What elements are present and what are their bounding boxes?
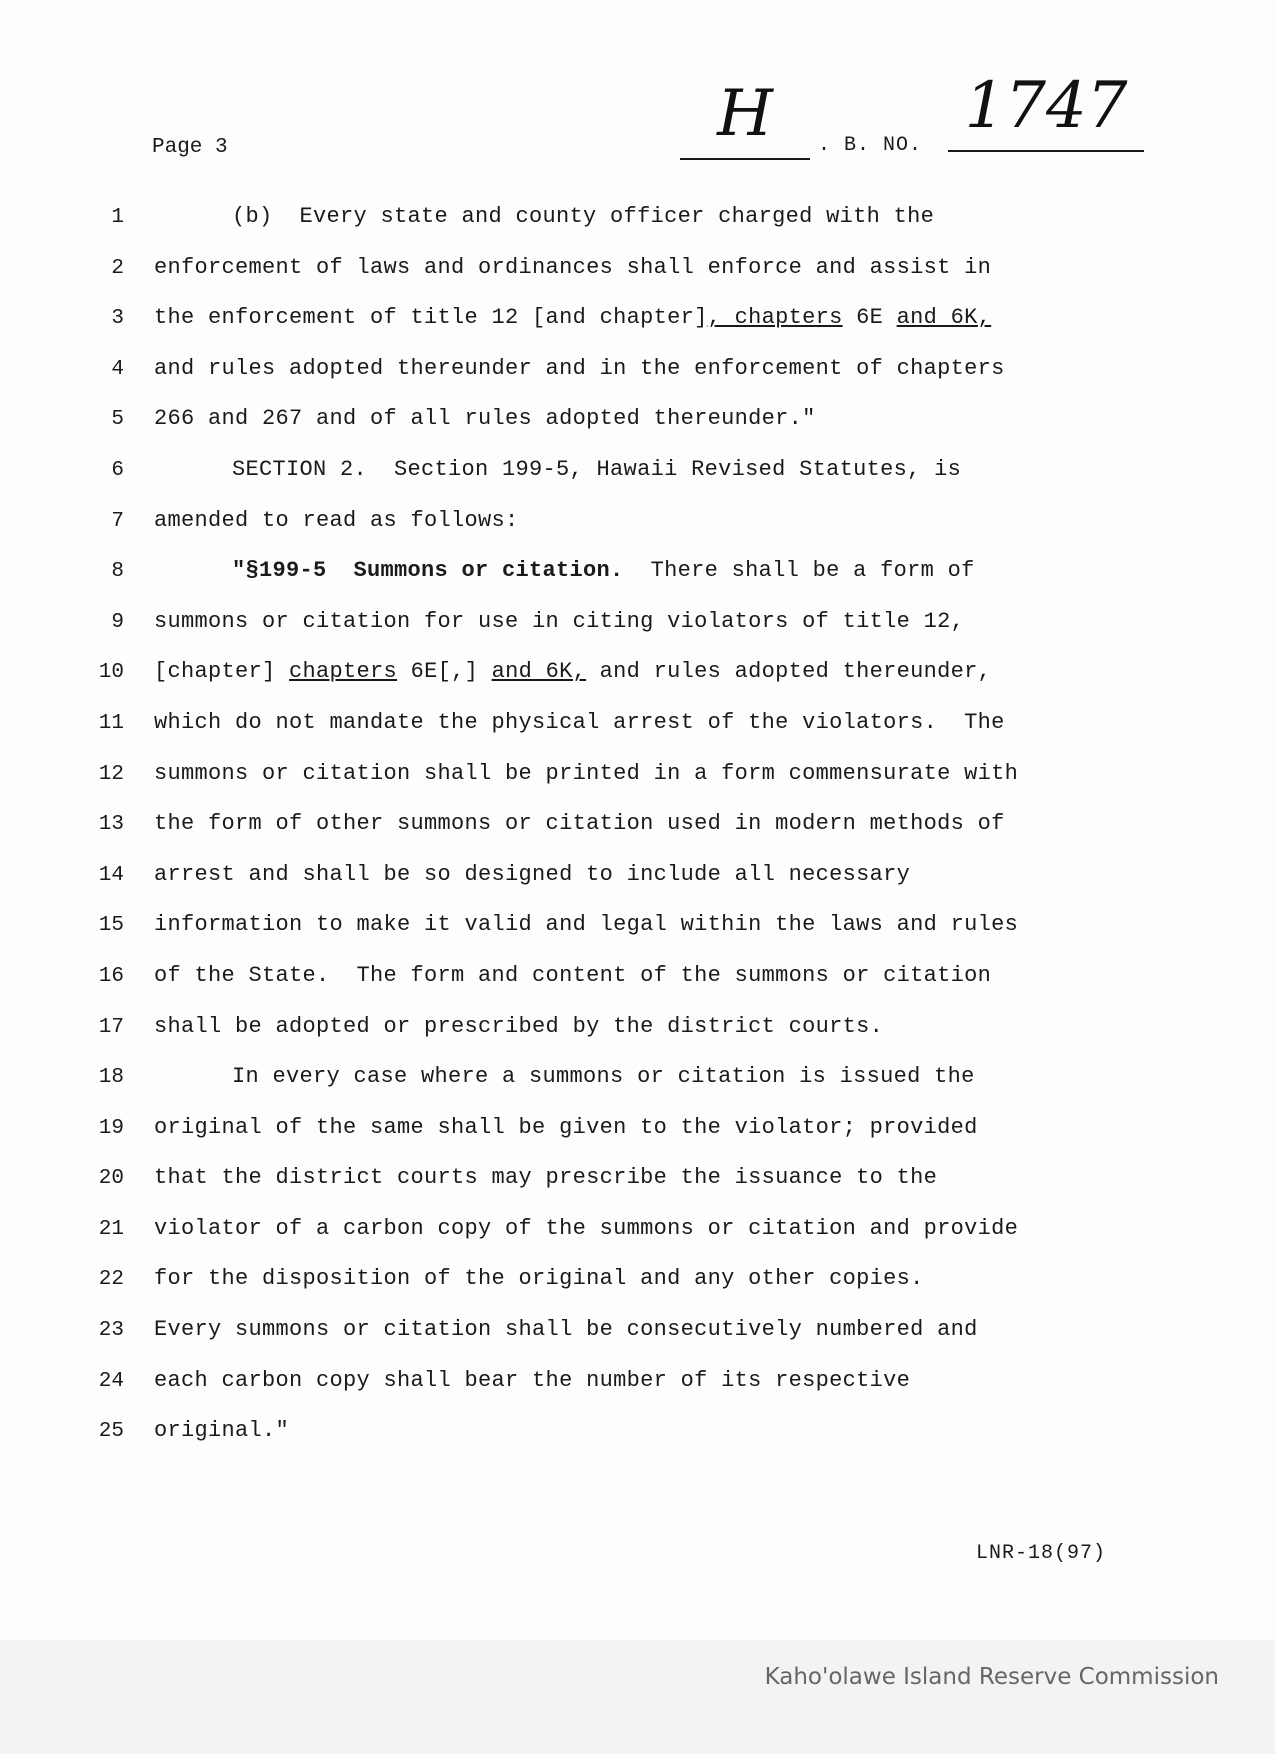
text-segment: each carbon copy shall bear the number of its respective [154, 1367, 911, 1393]
line-text [232, 457, 961, 482]
line-number: 15 [98, 914, 124, 938]
text-line [0, 398, 1275, 449]
text-segment: In every case where a summons or citation is issued the [232, 1064, 975, 1090]
text-segment: information to make it valid and legal within the laws and rules [154, 912, 1019, 938]
line-number: 24 [98, 1369, 124, 1393]
text-segment: 6E[,] [397, 659, 492, 685]
text-line [0, 1157, 1275, 1208]
text-segment: violator of a carbon copy of the summons or citation and provide [154, 1215, 1019, 1241]
inserted-text: and 6K, [491, 659, 587, 685]
line-text [154, 255, 991, 280]
line-text [154, 659, 991, 684]
text-segment: summons or citation shall be printed in a form commensurate with [154, 760, 1019, 786]
line-number: 1 [111, 206, 124, 229]
line-text [154, 508, 519, 533]
text-segment: for the disposition of the original and any other copies. [154, 1266, 924, 1292]
section-heading-text: "§199-5 Summons or citation. [232, 558, 624, 584]
line-text [154, 1317, 978, 1342]
bill-number-handwritten [948, 62, 1144, 152]
text-line [0, 601, 1275, 652]
line-number: 8 [111, 560, 124, 584]
line-number: 3 [111, 307, 124, 331]
page-label: Page 3 [152, 136, 228, 159]
text-segment: arrest and shall be so designed to include all necessary [154, 861, 911, 887]
line-number: 18 [98, 1066, 124, 1090]
line-number: 19 [98, 1116, 124, 1140]
text-segment: (b) Every state and county officer charged with the [232, 204, 935, 229]
line-text [154, 406, 816, 431]
line-text [154, 862, 910, 887]
text-line [0, 651, 1275, 702]
line-number: 23 [98, 1319, 124, 1343]
line-number: 22 [98, 1268, 124, 1292]
text-line [0, 803, 1275, 854]
text-segment: that the district courts may prescribe the issuance to the [154, 1165, 938, 1191]
line-number: 17 [98, 1015, 124, 1039]
bill-number-label: . B. NO. [818, 134, 923, 157]
text-line [0, 196, 1275, 247]
line-number: 7 [111, 509, 124, 533]
line-number: 4 [111, 357, 124, 381]
text-line [0, 1410, 1275, 1461]
text-line [0, 297, 1275, 348]
text-line [0, 1208, 1275, 1259]
line-number: 21 [98, 1217, 124, 1241]
text-line [0, 955, 1275, 1006]
text-segment: shall be adopted or prescribed by the district courts. [154, 1013, 884, 1039]
line-number: 25 [98, 1420, 124, 1444]
line-number: 9 [111, 610, 124, 634]
line-text [154, 305, 991, 330]
line-number: 16 [98, 964, 124, 988]
form-code: LNR-18(97) [976, 1542, 1107, 1565]
line-text [154, 1165, 937, 1190]
line-number: 2 [111, 256, 124, 280]
inserted-text: , chapters [707, 305, 843, 331]
inserted-text: and 6K, [896, 305, 992, 331]
numbered-text-body [0, 196, 1275, 1461]
bill-type-handwritten [680, 70, 810, 160]
text-segment: and rules adopted thereunder, [586, 659, 992, 685]
text-line [0, 854, 1275, 905]
inserted-text: chapters [289, 659, 398, 685]
text-segment: enforcement of laws and ordinances shall enforce and assist in [154, 254, 992, 280]
text-segment: original." [154, 1418, 290, 1444]
line-text [154, 963, 991, 988]
text-segment: [chapter] [154, 659, 290, 685]
line-number: 13 [98, 813, 124, 837]
text-line [0, 449, 1275, 500]
text-segment: SECTION 2. Section 199-5, Hawaii Revised Statutes, is [232, 456, 962, 482]
text-line [0, 904, 1275, 955]
text-segment: of the State. The form and content of the summons or citation [154, 962, 992, 988]
text-line [0, 500, 1275, 551]
text-line [0, 1006, 1275, 1057]
line-text [154, 356, 1005, 381]
text-segment: and rules adopted thereunder and in the enforcement of chapters [154, 355, 1005, 381]
line-number: 12 [98, 762, 124, 786]
text-segment: amended to read as follows: [154, 507, 519, 533]
line-text [232, 204, 934, 229]
bill-number-text: 1747 [964, 69, 1128, 143]
text-segment: the enforcement of title 12 [and chapter] [154, 305, 708, 331]
text-line [0, 753, 1275, 804]
line-number: 11 [98, 711, 124, 735]
text-line [0, 1258, 1275, 1309]
text-line [0, 1107, 1275, 1158]
line-number: 5 [111, 408, 124, 432]
line-text [154, 912, 1018, 937]
line-text [232, 1064, 975, 1089]
text-line [0, 247, 1275, 298]
line-text [154, 1216, 1018, 1241]
text-segment: There shall be a form of [623, 558, 975, 584]
text-line [0, 1056, 1275, 1107]
text-line [0, 550, 1275, 601]
text-segment: Every summons or citation shall be consecutively numbered and [154, 1317, 978, 1343]
text-segment: summons or citation for use in citing violators of title 12, [154, 608, 965, 634]
text-line [0, 348, 1275, 399]
footer-band [0, 1640, 1275, 1754]
archive-watermark: Kaho'olawe Island Reserve Commission [764, 1664, 1219, 1690]
line-text [154, 811, 1005, 836]
line-text [154, 1014, 883, 1039]
text-segment: original of the same shall be given to the violator; provided [154, 1114, 978, 1140]
line-text [154, 1115, 978, 1140]
line-text [154, 1418, 289, 1443]
line-text [154, 1368, 910, 1393]
line-text [154, 710, 1005, 735]
line-number: 6 [111, 458, 124, 482]
line-number: 10 [98, 661, 124, 685]
line-text [154, 1266, 924, 1291]
text-segment: the form of other summons or citation used in modern methods of [154, 811, 1005, 837]
text-line [0, 702, 1275, 753]
text-line [0, 1309, 1275, 1360]
text-segment: 266 and 267 and of all rules adopted thereunder." [154, 406, 816, 432]
line-text [232, 558, 975, 583]
line-number: 20 [98, 1167, 124, 1191]
bill-type-text: H [717, 77, 773, 151]
text-segment: which do not mandate the physical arrest of the violators. The [154, 709, 1005, 735]
line-number: 14 [98, 863, 124, 887]
line-text [154, 609, 964, 634]
line-text [154, 761, 1018, 786]
text-segment: 6E [842, 305, 897, 331]
text-line [0, 1360, 1275, 1411]
